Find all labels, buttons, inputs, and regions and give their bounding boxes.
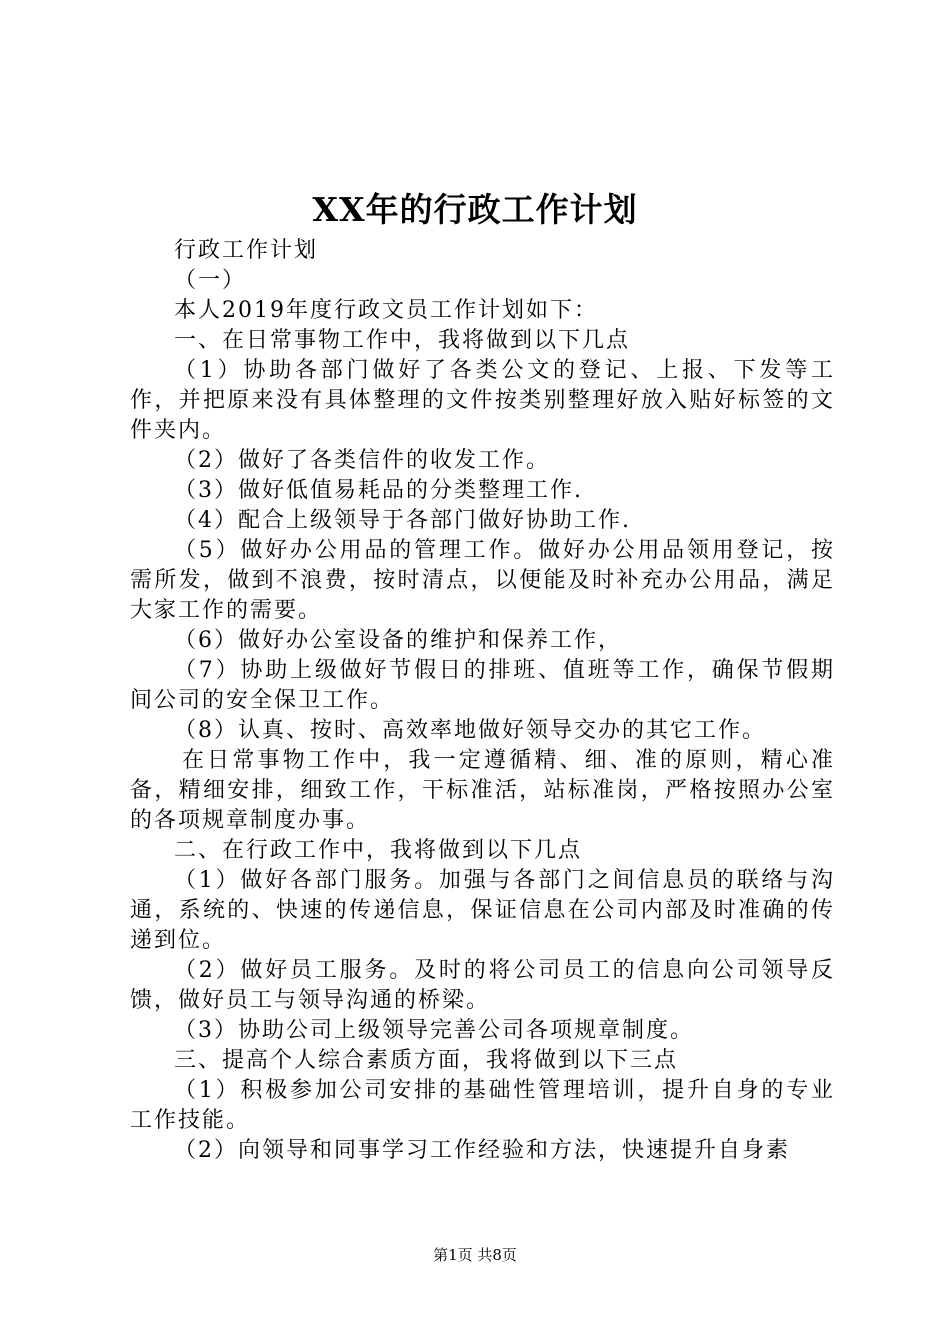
paragraph: （8）认真、按时、高效率地做好领导交办的其它工作。 xyxy=(174,718,766,743)
paragraph: （2）做好了各类信件的收发工作。 xyxy=(174,448,550,473)
paragraph: （5）做好办公用品的管理工作。做好办公用品领用登记，按需所发，做到不浪费，按时清点，以便能及时补充办公用品，满足大家工作的需要。 xyxy=(130,538,835,623)
section-heading: 三、提高个人综合素质方面，我将做到以下三点 xyxy=(174,1048,679,1073)
paragraph: （一） xyxy=(174,268,247,293)
paragraph: （4）配合上级领导于各部门做好协助工作. xyxy=(174,508,631,533)
paragraph: （1）协助各部门做好了各类公文的登记、上报、下发等工作，并把原来没有具体整理的文件按类别整理好放入贴好标签的文件夹内。 xyxy=(130,358,835,443)
paragraph: （7）协助上级做好节假日的排班、值班等工作，确保节假期间公司的安全保卫工作。 xyxy=(130,658,835,713)
paragraph: 在日常事物工作中，我一定遵循精、细、准的原则，精心准备，精细安排，细致工作，干标准活，站标准岗，严格按照办公室的各项规章制度办事。 xyxy=(130,748,835,833)
paragraph: （1）做好各部门服务。加强与各部门之间信息员的联络与沟通，系统的、快速的传递信息，保证信息在公司内部及时准确的传递到位。 xyxy=(130,868,835,953)
paragraph: 行政工作计划 xyxy=(174,238,319,263)
document-body xyxy=(130,236,835,1166)
document-title: XX年的行政工作计划 xyxy=(312,190,638,229)
paragraph: （2）做好员工服务。及时的将公司员工的信息向公司领导反馈，做好员工与领导沟通的桥梁。 xyxy=(130,958,835,1013)
paragraph: （3）协助公司上级领导完善公司各项规章制度。 xyxy=(174,1018,694,1043)
section-heading: 二、在行政工作中，我将做到以下几点 xyxy=(174,838,583,863)
page-footer: 第1页 共8页 xyxy=(433,1246,517,1264)
paragraph: （2）向领导和同事学习工作经验和方法，快速提升自身素 xyxy=(174,1138,790,1163)
paragraph: （1）积极参加公司安排的基础性管理培训，提升自身的专业工作技能。 xyxy=(130,1078,835,1133)
paragraph: （6）做好办公室设备的维护和保养工作， xyxy=(174,628,622,653)
paragraph: 本人2019年度行政文员工作计划如下： xyxy=(174,298,598,323)
paragraph: （3）做好低值易耗品的分类整理工作. xyxy=(174,478,583,503)
section-heading: 一、在日常事物工作中，我将做到以下几点 xyxy=(174,328,631,353)
